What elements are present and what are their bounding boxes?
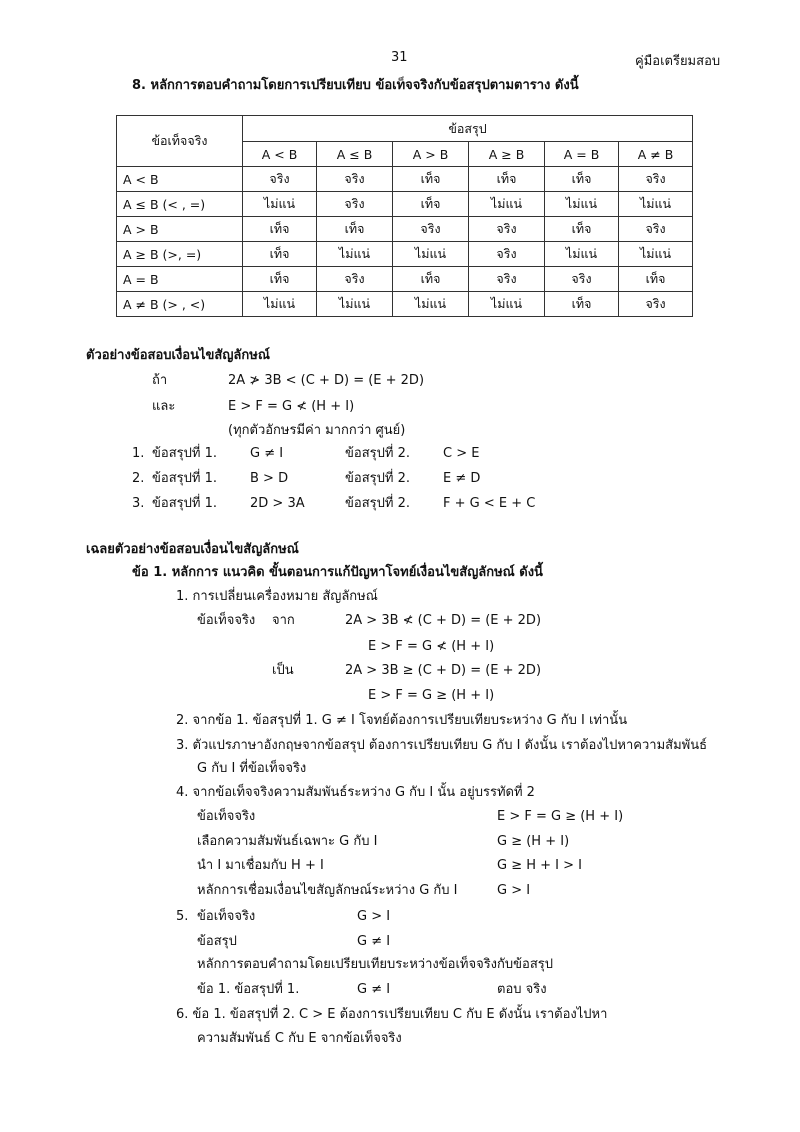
- table-cell: เท็จ: [545, 167, 619, 192]
- table-cell: ไม่แน่: [469, 292, 545, 317]
- table-cell: เท็จ: [393, 167, 469, 192]
- table-cell: ไม่แน่: [619, 192, 693, 217]
- row-fact: A > B: [117, 217, 243, 242]
- conclusion-label: ข้อสรุปที่ 1.: [152, 471, 217, 486]
- step-5-item-label: ข้อ 1. ข้อสรุปที่ 1.: [197, 982, 300, 997]
- example-heading: ตัวอย่างข้อสอบเงื่อนไขสัญลักษณ์: [86, 348, 270, 363]
- conclusion-label: ข้อสรุปที่ 2.: [345, 446, 410, 461]
- table-cell: เท็จ: [243, 217, 317, 242]
- table-cell: ไม่แน่: [243, 292, 317, 317]
- step-4-expression: G > I: [497, 883, 531, 898]
- step-5-fact-label: ข้อเท็จจริง: [197, 909, 256, 924]
- conclusion-label: ข้อสรุปที่ 2.: [345, 471, 410, 486]
- table-cell: จริง: [317, 192, 393, 217]
- table-cell: จริง: [243, 167, 317, 192]
- table-row: [117, 217, 693, 242]
- conclusion-expression: G ≠ I: [250, 446, 284, 461]
- answer-subheading: ข้อ 1. หลักการ แนวคิด ขั้นตอนการแก้ปัญหาโจทย์เงื่อนไขสัญลักษณ์ ดังนี้: [132, 565, 543, 580]
- column-header: A ≥ B: [469, 142, 545, 167]
- conclusion-header: ข้อสรุป: [243, 116, 693, 142]
- conclusion-expression: B > D: [250, 471, 289, 486]
- from-expression-2: E > F = G ≮ (H + I): [368, 639, 495, 654]
- table-cell: เท็จ: [393, 192, 469, 217]
- table-cell: จริง: [619, 292, 693, 317]
- section-heading: 8. หลักการตอบคำถามโดยการเปรียบเทียบ ข้อเท็จจริงกับข้อสรุปตามตาราง ดังนี้: [132, 78, 579, 93]
- conclusion-label: ข้อสรุปที่ 1.: [152, 446, 217, 461]
- table-cell: ไม่แน่: [619, 242, 693, 267]
- table-cell: ไม่แน่: [317, 242, 393, 267]
- table-row: [117, 292, 693, 317]
- table-row: [117, 167, 693, 192]
- column-header: A > B: [393, 142, 469, 167]
- table-cell: ไม่แน่: [243, 192, 317, 217]
- conclusion-expression: F + G < E + C: [443, 496, 536, 511]
- step-3-line-2: G กับ I ที่ข้อเท็จจริง: [197, 761, 307, 776]
- table-cell: ไม่แน่: [317, 292, 393, 317]
- step-2: 2. จากข้อ 1. ข้อสรุปที่ 1. G ≠ I โจทย์ต้องการเปรียบเทียบระหว่าง G กับ I เท่านั้น: [176, 713, 628, 728]
- table-cell: เท็จ: [545, 292, 619, 317]
- conclusion-label: ข้อสรุปที่ 1.: [152, 496, 217, 511]
- and-label: และ: [152, 399, 176, 414]
- step-5-item-expression: G ≠ I: [357, 982, 391, 997]
- page-number: 31: [391, 50, 408, 65]
- table-cell: จริง: [469, 267, 545, 292]
- table-cell: เท็จ: [619, 267, 693, 292]
- column-header: A = B: [545, 142, 619, 167]
- column-header: A ≠ B: [619, 142, 693, 167]
- table-cell: ไม่แน่: [545, 242, 619, 267]
- table-cell: จริง: [619, 167, 693, 192]
- table-cell: ไม่แน่: [393, 292, 469, 317]
- step-4-expression: G ≥ H + I > I: [497, 858, 582, 873]
- book-title: คู่มือเตรียมสอบ: [635, 54, 721, 69]
- table-row: [117, 267, 693, 292]
- row-fact: A = B: [117, 267, 243, 292]
- from-label: จาก: [272, 613, 295, 628]
- answer-heading: เฉลยตัวอย่างข้อสอบเงื่อนไขสัญลักษณ์: [86, 542, 299, 557]
- row-fact: A ≠ B (> , <): [117, 292, 243, 317]
- table-cell: เท็จ: [243, 267, 317, 292]
- if-label: ถ้า: [152, 373, 168, 388]
- fact-label: ข้อเท็จจริง: [197, 613, 256, 628]
- table-cell: เท็จ: [393, 267, 469, 292]
- table-cell: จริง: [619, 217, 693, 242]
- step-5-conclusion-label: ข้อสรุป: [197, 934, 237, 949]
- item-number: 3.: [132, 496, 145, 511]
- table-cell: ไม่แน่: [545, 192, 619, 217]
- step-5-answer: ตอบ จริง: [497, 982, 547, 997]
- to-expression-1: 2A > 3B ≥ (C + D) = (E + 2D): [345, 663, 542, 678]
- table-cell: เท็จ: [469, 167, 545, 192]
- table-cell: จริง: [317, 167, 393, 192]
- step-5-principle: หลักการตอบคำถามโดยเปรียบเทียบระหว่างข้อเท็จจริงกับข้อสรุป: [197, 957, 554, 972]
- step-4-label: หลักการเชื่อมเงื่อนไขสัญลักษณ์ระหว่าง G กับ I: [197, 883, 458, 898]
- step-5-conclusion-expression: G ≠ I: [357, 934, 391, 949]
- step-5-number: 5.: [176, 909, 189, 924]
- step-4-label: นำ I มาเชื่อมกับ H + I: [197, 858, 324, 873]
- table-row: [117, 242, 693, 267]
- conclusion-expression: 2D > 3A: [250, 496, 305, 511]
- conclusion-expression: C > E: [443, 446, 480, 461]
- table-cell: เท็จ: [243, 242, 317, 267]
- step-4-title: 4. จากข้อเท็จจริงความสัมพันธ์ระหว่าง G กับ I นั้น อยู่บรรทัดที่ 2: [176, 785, 535, 800]
- step-3-line-1: 3. ตัวแปรภาษาอังกฤษจากข้อสรุป ต้องการเปรียบเทียบ G กับ I ดังนั้น เราต้องไปหาความสัมพันธ์: [176, 738, 708, 753]
- row-fact: A ≥ B (>, =): [117, 242, 243, 267]
- table-cell: จริง: [545, 267, 619, 292]
- table-cell: จริง: [469, 217, 545, 242]
- table-cell: จริง: [317, 267, 393, 292]
- column-header: A ≤ B: [317, 142, 393, 167]
- to-expression-2: E > F = G ≥ (H + I): [368, 688, 495, 703]
- step-4-label: ข้อเท็จจริง: [197, 809, 256, 824]
- table-cell: ไม่แน่: [393, 242, 469, 267]
- and-expression: E > F = G ≮ (H + I): [228, 399, 355, 414]
- to-label: เป็น: [272, 663, 294, 678]
- if-expression: 2A ≯ 3B < (C + D) = (E + 2D): [228, 373, 425, 388]
- table-cell: จริง: [393, 217, 469, 242]
- comparison-table: [116, 115, 693, 317]
- row-fact: A < B: [117, 167, 243, 192]
- conclusion-expression: E ≠ D: [443, 471, 481, 486]
- table-cell: เท็จ: [545, 217, 619, 242]
- step-4-expression: E > F = G ≥ (H + I): [497, 809, 624, 824]
- step-4-label: เลือกความสัมพันธ์เฉพาะ G กับ I: [197, 834, 378, 849]
- step-1-title: 1. การเปลี่ยนเครื่องหมาย สัญลักษณ์: [176, 589, 378, 604]
- table-cell: เท็จ: [317, 217, 393, 242]
- fact-header: ข้อเท็จจริง: [117, 116, 243, 167]
- table-cell: ไม่แน่: [469, 192, 545, 217]
- step-6-line-1: 6. ข้อ 1. ข้อสรุปที่ 2. C > E ต้องการเปรียบเทียบ C กับ E ดังนั้น เราต้องไปหา: [176, 1007, 608, 1022]
- table-row: [117, 192, 693, 217]
- conclusion-label: ข้อสรุปที่ 2.: [345, 496, 410, 511]
- row-fact: A ≤ B (< , =): [117, 192, 243, 217]
- item-number: 1.: [132, 446, 145, 461]
- table-cell: จริง: [469, 242, 545, 267]
- from-expression-1: 2A > 3B ≮ (C + D) = (E + 2D): [345, 613, 542, 628]
- item-number: 2.: [132, 471, 145, 486]
- step-5-fact-expression: G > I: [357, 909, 391, 924]
- example-note: (ทุกตัวอักษรมีค่า มากกว่า ศูนย์): [228, 423, 406, 438]
- step-6-line-2: ความสัมพันธ์ C กับ E จากข้อเท็จจริง: [197, 1031, 402, 1046]
- step-4-expression: G ≥ (H + I): [497, 834, 570, 849]
- column-header: A < B: [243, 142, 317, 167]
